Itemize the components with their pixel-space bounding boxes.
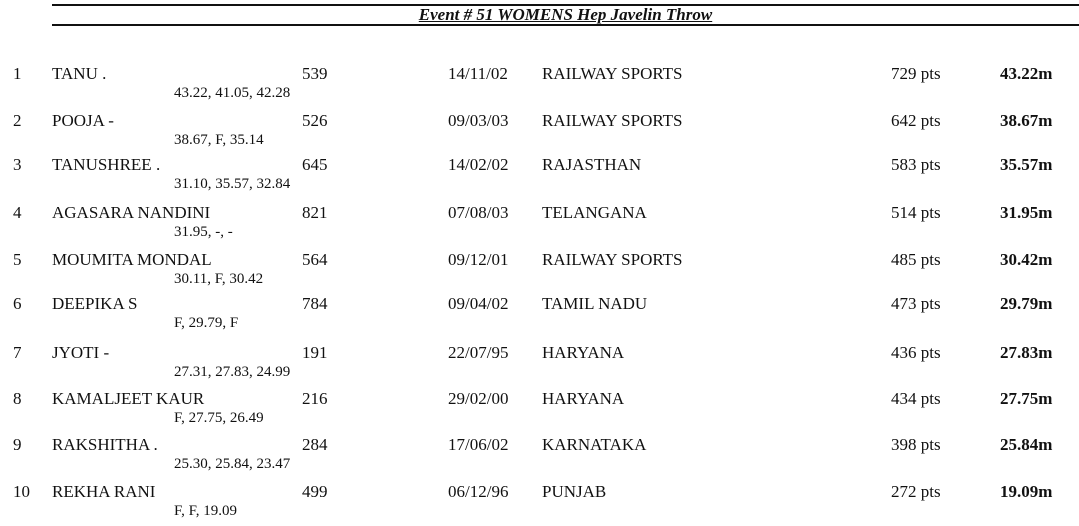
bib-number: 539 bbox=[302, 64, 328, 83]
points: 434 pts bbox=[891, 389, 941, 408]
result-place: 1 bbox=[13, 64, 22, 83]
date-of-birth: 09/04/02 bbox=[448, 294, 509, 313]
bib-number: 216 bbox=[302, 389, 328, 408]
event-title: Event # 51 WOMENS Hep Javelin Throw bbox=[418, 5, 713, 24]
athlete-name: AGASARA NANDINI bbox=[52, 203, 211, 222]
athlete-name: TANUSHREE . bbox=[52, 155, 161, 174]
date-of-birth: 09/03/03 bbox=[448, 111, 509, 130]
team-name: TAMIL NADU bbox=[542, 294, 648, 313]
date-of-birth: 06/12/96 bbox=[448, 482, 509, 501]
points: 729 pts bbox=[891, 64, 941, 83]
athlete-name: RAKSHITHA . bbox=[52, 435, 158, 454]
team-name: HARYANA bbox=[542, 389, 625, 408]
points: 485 pts bbox=[891, 250, 941, 269]
athlete-name: MOUMITA MONDAL bbox=[52, 250, 212, 269]
points: 398 pts bbox=[891, 435, 941, 454]
athlete-name: JYOTI - bbox=[52, 343, 110, 362]
attempt-series: 27.31, 27.83, 24.99 bbox=[174, 364, 291, 380]
bib-number: 564 bbox=[302, 250, 328, 269]
team-name: RAILWAY SPORTS bbox=[542, 64, 683, 83]
points: 272 pts bbox=[891, 482, 941, 501]
athlete-name: REKHA RANI bbox=[52, 482, 156, 501]
best-mark: 29.79m bbox=[1000, 294, 1053, 313]
best-mark: 31.95m bbox=[1000, 203, 1053, 222]
result-place: 8 bbox=[13, 389, 22, 408]
result-row bbox=[0, 294, 1079, 338]
team-name: KARNATAKA bbox=[542, 435, 647, 454]
date-of-birth: 14/02/02 bbox=[448, 155, 509, 174]
best-mark: 27.83m bbox=[1000, 343, 1053, 362]
athlete-name: POOJA - bbox=[52, 111, 114, 130]
best-mark: 35.57m bbox=[1000, 155, 1053, 174]
attempt-series: 25.30, 25.84, 23.47 bbox=[174, 456, 291, 472]
result-row bbox=[0, 64, 1079, 108]
attempt-series: 31.10, 35.57, 32.84 bbox=[174, 176, 291, 192]
bib-number: 784 bbox=[302, 294, 328, 313]
athlete-name: DEEPIKA S bbox=[52, 294, 138, 313]
result-place: 7 bbox=[13, 343, 22, 362]
athlete-name: TANU . bbox=[52, 64, 107, 83]
result-place: 3 bbox=[13, 155, 22, 174]
date-of-birth: 07/08/03 bbox=[448, 203, 509, 222]
result-place: 2 bbox=[13, 111, 22, 130]
team-name: RAILWAY SPORTS bbox=[542, 250, 683, 269]
points: 514 pts bbox=[891, 203, 941, 222]
result-place: 4 bbox=[13, 203, 22, 222]
team-name: RAILWAY SPORTS bbox=[542, 111, 683, 130]
best-mark: 43.22m bbox=[1000, 64, 1053, 83]
result-row bbox=[0, 343, 1079, 387]
result-row bbox=[0, 435, 1079, 479]
result-place: 10 bbox=[13, 482, 30, 501]
team-name: TELANGANA bbox=[542, 203, 647, 222]
date-of-birth: 29/02/00 bbox=[448, 389, 509, 408]
team-name: PUNJAB bbox=[542, 482, 607, 501]
result-place: 5 bbox=[13, 250, 22, 269]
points: 436 pts bbox=[891, 343, 941, 362]
points: 642 pts bbox=[891, 111, 941, 130]
athlete-name: KAMALJEET KAUR bbox=[52, 389, 205, 408]
points: 583 pts bbox=[891, 155, 941, 174]
best-mark: 27.75m bbox=[1000, 389, 1053, 408]
result-row bbox=[0, 111, 1079, 155]
date-of-birth: 22/07/95 bbox=[448, 343, 509, 362]
bib-number: 645 bbox=[302, 155, 328, 174]
attempt-series: 31.95, -, - bbox=[174, 224, 233, 240]
bib-number: 191 bbox=[302, 343, 328, 362]
best-mark: 30.42m bbox=[1000, 250, 1053, 269]
date-of-birth: 17/06/02 bbox=[448, 435, 509, 454]
bib-number: 284 bbox=[302, 435, 328, 454]
attempt-series: 30.11, F, 30.42 bbox=[174, 271, 264, 287]
best-mark: 38.67m bbox=[1000, 111, 1053, 130]
attempt-series: 38.67, F, 35.14 bbox=[174, 132, 264, 148]
attempt-series: F, 29.79, F bbox=[174, 315, 239, 331]
best-mark: 19.09m bbox=[1000, 482, 1053, 501]
attempt-series: F, 27.75, 26.49 bbox=[174, 410, 264, 426]
result-place: 6 bbox=[13, 294, 22, 313]
result-row bbox=[0, 482, 1079, 526]
bib-number: 526 bbox=[302, 111, 328, 130]
date-of-birth: 09/12/01 bbox=[448, 250, 509, 269]
result-row bbox=[0, 250, 1079, 294]
result-place: 9 bbox=[13, 435, 22, 454]
attempt-series: F, F, 19.09 bbox=[174, 503, 238, 519]
result-row bbox=[0, 203, 1079, 247]
bib-number: 499 bbox=[302, 482, 328, 501]
bib-number: 821 bbox=[302, 203, 328, 222]
result-row bbox=[0, 389, 1079, 433]
result-row bbox=[0, 155, 1079, 199]
best-mark: 25.84m bbox=[1000, 435, 1053, 454]
points: 473 pts bbox=[891, 294, 941, 313]
team-name: HARYANA bbox=[542, 343, 625, 362]
date-of-birth: 14/11/02 bbox=[448, 64, 508, 83]
team-name: RAJASTHAN bbox=[542, 155, 642, 174]
attempt-series: 43.22, 41.05, 42.28 bbox=[174, 85, 291, 101]
